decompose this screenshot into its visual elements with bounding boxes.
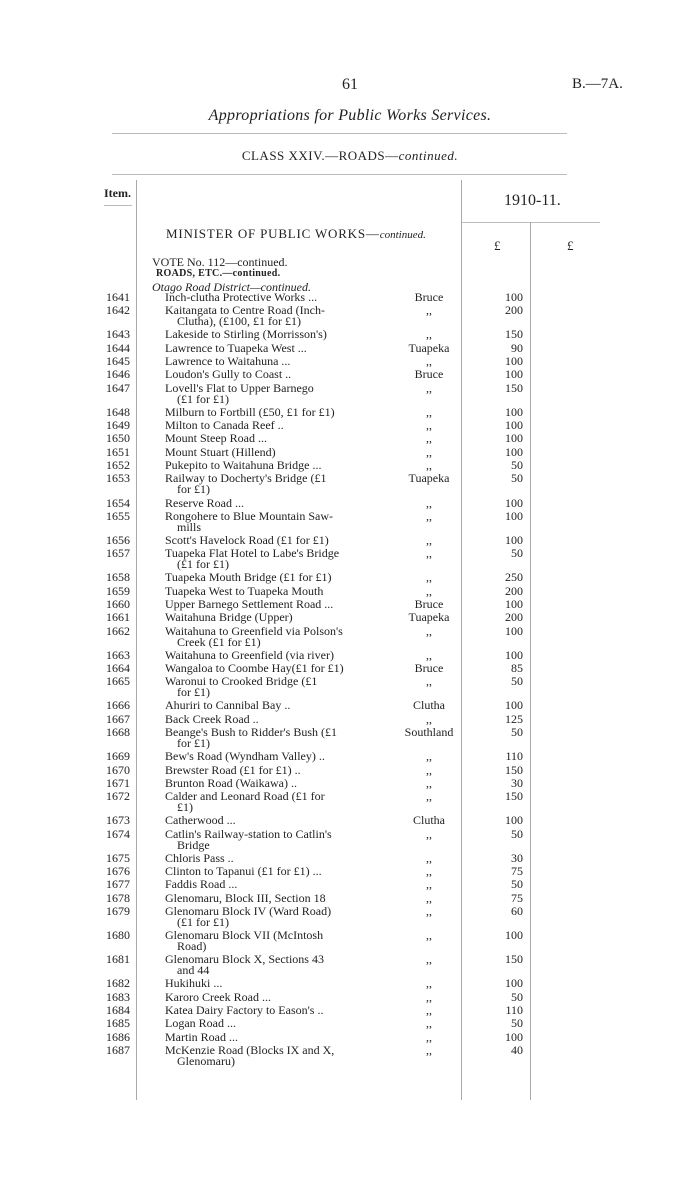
electoral-district: ,,	[426, 444, 432, 459]
electoral-district: ,,	[426, 303, 432, 318]
amount: 50	[511, 674, 523, 689]
description-line: Kaitangata to Centre Road (Inch-	[165, 303, 325, 318]
item-number: 1667	[106, 711, 130, 726]
amount: 30	[511, 850, 523, 865]
section-heading	[166, 226, 426, 242]
description-line: Mount Steep Road ...	[165, 431, 267, 446]
item-description	[165, 1042, 370, 1068]
item-number: 1654	[106, 495, 130, 510]
description-line: Inch-clutha Protective Works ...	[165, 290, 318, 304]
electoral-district: ,,	[426, 850, 432, 865]
column-rule	[461, 180, 462, 1100]
amount: 150	[505, 327, 523, 342]
item-number: 1658	[106, 570, 130, 585]
item-description	[165, 460, 370, 471]
electoral-district: Southland	[404, 725, 454, 739]
item-description	[165, 356, 370, 367]
amount: 100	[505, 1029, 523, 1044]
item-number: 1678	[106, 890, 130, 905]
year-header: 1910-11.	[504, 192, 561, 209]
item-number: 1655	[106, 508, 130, 523]
item-description	[165, 663, 370, 674]
amount: 100	[505, 290, 523, 304]
description-line: Reserve Road ...	[165, 495, 244, 510]
item-number: 1670	[106, 762, 130, 777]
description-line: Milton to Canada Reef ..	[165, 418, 284, 433]
item-number: 1673	[106, 813, 130, 828]
item-description	[165, 572, 370, 583]
item-number: 1687	[106, 1042, 130, 1057]
rule	[104, 205, 132, 206]
item-number: 1681	[106, 952, 130, 967]
amount: 100	[505, 508, 523, 523]
item-number: 1685	[106, 1016, 130, 1031]
paper-reference: B.—7A.	[572, 76, 623, 92]
electoral-district: ,,	[426, 546, 432, 561]
pound-symbol: £	[494, 238, 501, 253]
item-number: 1643	[106, 327, 130, 342]
item-number: 1641	[106, 290, 130, 304]
description-line: Hukihuki ...	[165, 976, 223, 991]
item-description	[165, 473, 370, 495]
roads-heading: ROADS, ETC.—continued.	[156, 268, 281, 279]
electoral-district: Bruce	[414, 596, 444, 611]
amount: 40	[511, 1042, 523, 1057]
electoral-district: Clutha	[413, 813, 445, 828]
item-number: 1682	[106, 976, 130, 991]
column-rule	[136, 180, 137, 1100]
description-line: Logan Road ...	[165, 1016, 236, 1031]
amount: 100	[505, 495, 523, 510]
item-description	[165, 623, 370, 649]
item-number: 1669	[106, 749, 130, 764]
electoral-district: ,,	[426, 989, 432, 1004]
item-number: 1663	[106, 647, 130, 662]
amount: 100	[505, 354, 523, 369]
electoral-district: ,,	[426, 711, 432, 726]
description-line: Katea Dairy Factory to Eason's ..	[165, 1002, 324, 1017]
description-line: Glenomaru Block VII (McIntosh	[165, 928, 324, 942]
description-line: Upper Barnego Settlement Road ...	[165, 596, 334, 611]
description-line: Karoro Creek Road ...	[165, 989, 271, 1004]
description-continuation: for £1)	[177, 685, 210, 700]
item-description	[165, 850, 370, 865]
item-description	[165, 612, 370, 623]
item-description	[165, 596, 370, 611]
item-number: 1675	[106, 850, 130, 865]
description-continuation: (£1 for £1)	[177, 391, 229, 406]
item-description	[165, 548, 370, 570]
item-description	[165, 647, 370, 662]
amount: 85	[511, 661, 523, 675]
item-description	[165, 508, 370, 534]
amount: 30	[511, 775, 523, 790]
item-description	[165, 305, 370, 327]
item-description	[165, 815, 370, 826]
amount: 150	[505, 762, 523, 777]
amount: 100	[505, 404, 523, 419]
description-line: Martin Road ...	[165, 1029, 238, 1044]
item-number: 1677	[106, 877, 130, 892]
description-line: McKenzie Road (Blocks IX and X,	[165, 1042, 335, 1057]
item-description	[165, 420, 370, 431]
amount: 60	[511, 903, 523, 918]
amount: 200	[505, 610, 523, 625]
class-heading	[0, 148, 700, 164]
item-description	[165, 903, 370, 929]
pound-symbol: £	[567, 238, 574, 253]
description-line: Back Creek Road ..	[165, 711, 259, 726]
amount: 50	[511, 989, 523, 1004]
item-number: 1656	[106, 532, 130, 547]
description-line: Chloris Pass ..	[165, 850, 234, 865]
description-line: Brewster Road (£1 for £1) ..	[165, 762, 301, 777]
amount: 100	[505, 444, 523, 459]
amount: 200	[505, 583, 523, 598]
item-number: 1657	[106, 546, 130, 561]
item-number: 1648	[106, 404, 130, 419]
electoral-district: ,,	[426, 380, 432, 395]
amount: 75	[511, 890, 523, 905]
electoral-district: Clutha	[413, 698, 445, 713]
item-number: 1650	[106, 431, 130, 446]
electoral-district: ,,	[426, 1029, 432, 1044]
amount: 110	[505, 749, 523, 764]
item-number: 1645	[106, 354, 130, 369]
description-continuation: Road)	[177, 939, 207, 953]
item-number: 1680	[106, 928, 130, 942]
electoral-district: ,,	[426, 570, 432, 585]
item-number: 1664	[106, 661, 130, 675]
description-continuation: Creek (£1 for £1)	[177, 634, 261, 649]
electoral-district: ,,	[426, 647, 432, 662]
description-line: Railway to Docherty's Bridge (£1	[165, 471, 327, 486]
amount: 100	[505, 532, 523, 547]
page-title: Appropriations for Public Works Services.	[208, 107, 492, 124]
item-description	[165, 711, 370, 726]
item-number: 1666	[106, 698, 130, 713]
item-description	[165, 989, 370, 1004]
description-continuation: (£1 for £1)	[177, 914, 229, 929]
electoral-district: ,,	[426, 623, 432, 638]
electoral-district: ,,	[426, 458, 432, 472]
amount: 50	[511, 458, 523, 472]
description-line: Waitahuna to Greenfield via Polson's	[165, 623, 343, 638]
electoral-district: ,,	[426, 890, 432, 905]
electoral-district: ,,	[426, 495, 432, 510]
item-number: 1672	[106, 789, 130, 804]
item-number: 1651	[106, 444, 130, 459]
item-description	[165, 954, 370, 976]
item-description	[165, 1018, 370, 1029]
description-line: Calder and Leonard Road (£1 for	[165, 789, 325, 804]
item-description	[165, 791, 370, 813]
electoral-district: Tuapeka	[408, 340, 450, 355]
item-description	[165, 380, 370, 406]
item-description	[165, 433, 370, 444]
amount: 100	[505, 813, 523, 828]
description-line: Lawrence to Tuapeka West ...	[165, 340, 307, 355]
description-continuation: Clutha), (£100, £1 for £1)	[177, 314, 301, 329]
electoral-district: ,,	[426, 508, 432, 523]
description-line: Waitahuna Bridge (Upper)	[165, 610, 293, 625]
class-continued: continued.	[398, 148, 459, 163]
electoral-district: ,,	[426, 864, 432, 878]
item-description	[165, 879, 370, 890]
item-description	[165, 444, 370, 459]
amount: 150	[505, 789, 523, 804]
electoral-district: Tuapeka	[408, 610, 450, 625]
item-number: 1686	[106, 1029, 130, 1044]
district-heading: Otago Road District—continued.	[152, 280, 311, 294]
electoral-district: ,,	[426, 789, 432, 804]
item-description	[165, 978, 370, 989]
amount: 100	[505, 431, 523, 446]
item-column-header: Item.	[104, 186, 131, 200]
description-line: Glenomaru Block X, Sections 43	[165, 952, 324, 967]
item-description	[165, 583, 370, 598]
description-line: Lovell's Flat to Upper Barnego	[165, 380, 314, 395]
amount: 50	[511, 826, 523, 841]
item-number: 1671	[106, 775, 130, 790]
electoral-district: ,,	[426, 674, 432, 689]
amount: 50	[511, 877, 523, 892]
electoral-district: ,,	[426, 903, 432, 918]
item-description	[165, 369, 370, 380]
amount: 150	[505, 952, 523, 967]
rule	[112, 174, 567, 175]
item-description	[165, 329, 370, 340]
rule	[462, 222, 600, 223]
item-description	[165, 532, 370, 547]
description-line: Rongohere to Blue Mountain Saw-	[165, 508, 333, 523]
item-description	[165, 727, 370, 749]
item-description	[165, 775, 370, 790]
amount: 50	[511, 725, 523, 739]
item-description	[165, 866, 370, 877]
rule	[112, 133, 567, 134]
description-continuation: for £1)	[177, 736, 210, 750]
item-number: 1683	[106, 989, 130, 1004]
item-description	[165, 762, 370, 777]
item-description	[165, 930, 370, 952]
description-line: Tuapeka Mouth Bridge (£1 for £1)	[165, 570, 332, 585]
item-description	[165, 1029, 370, 1044]
amount: 150	[505, 380, 523, 395]
item-number: 1668	[106, 725, 130, 739]
amount: 100	[505, 976, 523, 991]
description-line: Scott's Havelock Road (£1 for £1)	[165, 532, 329, 547]
minister-continued: continued.	[379, 229, 426, 241]
electoral-district: ,,	[426, 1002, 432, 1017]
description-line: Milburn to Fortbill (£50, £1 for £1)	[165, 404, 335, 419]
description-continuation: for £1)	[177, 482, 210, 497]
description-line: Mount Stuart (Hillend)	[165, 444, 276, 459]
electoral-district: ,,	[426, 952, 432, 967]
item-number: 1642	[106, 303, 130, 318]
description-line: Waitahuna to Greenfield (via river)	[165, 647, 334, 662]
description-line: Catherwood ...	[165, 813, 236, 828]
description-continuation: and 44	[177, 963, 210, 978]
minister-heading: MINISTER OF PUBLIC WORKS—	[166, 226, 380, 241]
electoral-district: ,,	[426, 826, 432, 841]
electoral-district: Tuapeka	[408, 471, 450, 486]
item-description	[165, 890, 370, 905]
item-number: 1676	[106, 864, 130, 878]
description-line: Lakeside to Stirling (Morrisson's)	[165, 327, 327, 342]
amount: 125	[505, 711, 523, 726]
electoral-district: ,,	[426, 775, 432, 790]
description-line: Bew's Road (Wyndham Valley) ..	[165, 749, 325, 764]
item-number: 1660	[106, 596, 130, 611]
electoral-district: ,,	[426, 532, 432, 547]
description-line: Catlin's Railway-station to Catlin's	[165, 826, 332, 841]
electoral-district: ,,	[426, 1016, 432, 1031]
electoral-district: Bruce	[414, 367, 444, 382]
item-description	[165, 826, 370, 852]
item-number: 1644	[106, 340, 130, 355]
page-number: 61	[342, 76, 358, 93]
amount: 100	[505, 647, 523, 662]
item-number: 1679	[106, 903, 130, 918]
item-description	[165, 1002, 370, 1017]
amount: 100	[505, 928, 523, 942]
description-line: Glenomaru, Block III, Section 18	[165, 890, 326, 905]
item-description	[165, 495, 370, 510]
item-description	[165, 404, 370, 419]
description-line: Loudon's Gully to Coast ..	[165, 367, 292, 382]
item-number: 1649	[106, 418, 130, 433]
item-number: 1647	[106, 380, 130, 395]
electoral-district: ,,	[426, 1042, 432, 1057]
item-number: 1653	[106, 471, 130, 486]
description-line: Tuapeka Flat Hotel to Labe's Bridge	[165, 546, 340, 561]
item-number: 1652	[106, 458, 130, 472]
column-rule	[530, 222, 531, 1100]
description-line: Wangaloa to Coombe Hay(£1 for £1)	[165, 661, 344, 675]
amount: 50	[511, 546, 523, 561]
electoral-district: ,,	[426, 327, 432, 342]
item-number: 1646	[106, 367, 130, 382]
amount: 100	[505, 418, 523, 433]
item-number: 1684	[106, 1002, 130, 1017]
amount: 75	[511, 864, 523, 878]
description-continuation: £1)	[177, 800, 193, 815]
item-number: 1674	[106, 826, 130, 841]
amount: 250	[505, 570, 523, 585]
class-main: CLASS XXIV.—ROADS—	[241, 148, 399, 163]
electoral-district: ,,	[426, 404, 432, 419]
electoral-district: ,,	[426, 583, 432, 598]
item-number: 1662	[106, 623, 130, 638]
description-line: Pukepito to Waitahuna Bridge ...	[165, 458, 322, 472]
vote-heading: VOTE No. 112—continued.	[152, 255, 288, 269]
electoral-district: ,,	[426, 928, 432, 942]
electoral-district: ,,	[426, 877, 432, 892]
description-line: Brunton Road (Waikawa) ..	[165, 775, 297, 790]
description-line: Clinton to Tapanui (£1 for £1) ...	[165, 864, 322, 878]
amount: 100	[505, 596, 523, 611]
description-continuation: Bridge	[177, 837, 210, 852]
amount: 100	[505, 623, 523, 638]
amount: 50	[511, 471, 523, 486]
item-description	[165, 292, 370, 303]
amount: 50	[511, 1016, 523, 1031]
item-description	[165, 751, 370, 762]
electoral-district: ,,	[426, 976, 432, 991]
item-number: 1659	[106, 583, 130, 598]
item-description	[165, 676, 370, 698]
electoral-district: Bruce	[414, 661, 444, 675]
item-number: 1661	[106, 610, 130, 625]
description-line: Waronui to Crooked Bridge (£1	[165, 674, 318, 689]
description-line: Faddis Road ...	[165, 877, 238, 892]
description-continuation: Glenomaru)	[177, 1053, 235, 1068]
item-number: 1665	[106, 674, 130, 689]
electoral-district: ,,	[426, 418, 432, 433]
electoral-district: ,,	[426, 354, 432, 369]
electoral-district: Bruce	[414, 290, 444, 304]
amount: 90	[511, 340, 523, 355]
electoral-district: ,,	[426, 762, 432, 777]
amount: 100	[505, 698, 523, 713]
amount: 110	[505, 1002, 523, 1017]
description-continuation: mills	[177, 519, 202, 534]
description-line: Beange's Bush to Ridder's Bush (£1	[165, 725, 337, 739]
description-line: Tuapeka West to Tuapeka Mouth	[165, 583, 324, 598]
electoral-district: ,,	[426, 431, 432, 446]
description-line: Lawrence to Waitahuna ...	[165, 354, 291, 369]
item-description	[165, 700, 370, 711]
item-description	[165, 340, 370, 355]
amount: 200	[505, 303, 523, 318]
electoral-district: ,,	[426, 749, 432, 764]
description-continuation: (£1 for £1)	[177, 557, 229, 572]
amount: 100	[505, 367, 523, 382]
description-line: Glenomaru Block IV (Ward Road)	[165, 903, 332, 918]
description-line: Ahuriri to Cannibal Bay ..	[165, 698, 291, 713]
